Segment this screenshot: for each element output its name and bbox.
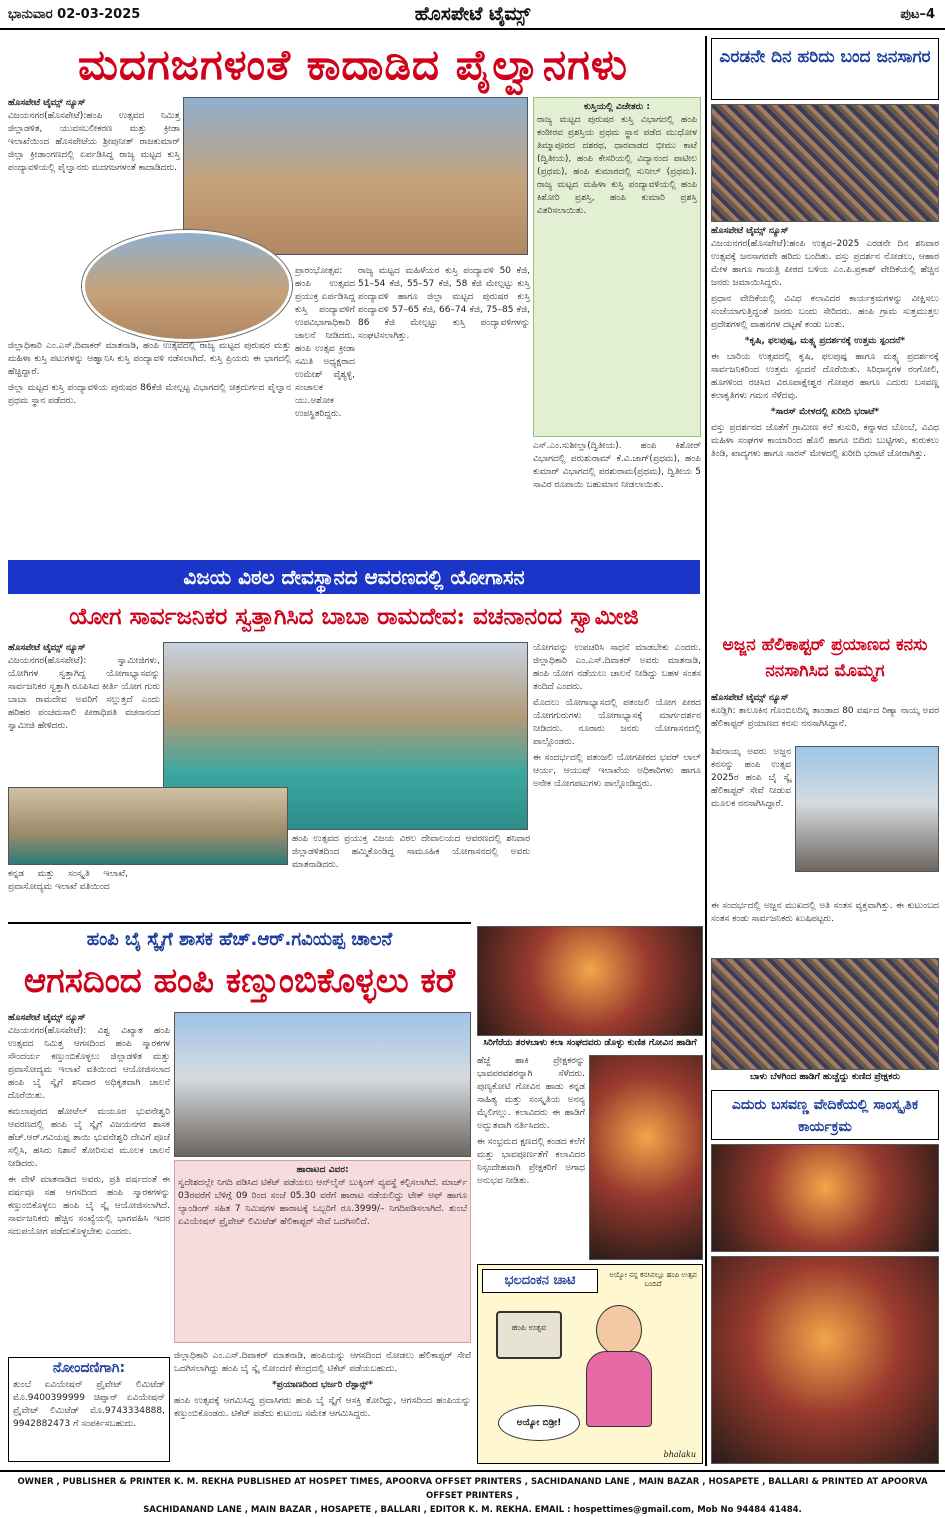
- paper-name: ಹೊಸಪೇಟೆ ಟೈಮ್ಸ್: [414, 3, 531, 25]
- cartoon-top-text: ಅಯ್ಯೋ ನನ್ನ ಕನಸಿನಲ್ಲೂ ಹಂಪಿ ಉತ್ಸವ ಬಂದಿದೆ: [609, 1271, 697, 1288]
- hampi-sky-column-1: [8, 1012, 170, 1342]
- crowd-text-2: ಪ್ರಧಾನ ವೇದಿಕೆಯಲ್ಲಿ ವಿವಿಧ ಕಲಾವಿದರ ಕಾರ್ಯಕ್ರಮಗಳನ್ನು ವೀಕ್ಷಿಸಲು ಸಂಜೆಯಾಗುತ್ತಿದ್ದಂತೆ ಜನರು ಬಂದು ಸೇರಿದರು. ಹಂಪಿ ಗ್ರಾಮ ಸುತ್ತಮುತ್ತಲ ಪ್ರದೇಶಗಳಲ್ಲಿ ವಾಹನಗಳ ದಟ್ಟಣೆ ಕಂಡು ಬಂತು.: [711, 294, 939, 330]
- yoga-text-4: ಯೋಗವನ್ನು ಉಪಚರಿಸಿ ಸಾಧನೆ ಮಾಡಬೇಕು ಎಂದರು. ಜಿಲ್ಲಾಧಿಕಾರಿ ಎಂ.ಎಸ್.ದಿವಾಕರ್ ಅವರು ಮಾತನಾಡಿ, ಹಂಪಿ ಯೋಗ ನಡೆಯಲು ಚಾಲನೆ ನೀಡಿದ್ದು ಬಹಳ ಸಂತಸ ತಂದಿದೆ ಎಂದರು.: [533, 643, 701, 692]
- masthead: [0, 0, 945, 30]
- heli-story-text-3: ಈ ಸಂದರ್ಭದಲ್ಲಿ ಅಜ್ಜನ ಮುಖದಲ್ಲಿ ಅತಿ ಸಂತಸ ವ್ಯಕ್ತವಾಗಿತ್ತು. ಈ ಕುಟುಂಬದ ಸಂತಸ ಕಂಡು ಸಾರ್ವಜನಿಕರು ಖುಷಿಪಟ್ಟರು.: [711, 901, 939, 924]
- heli-story-text-c: [711, 900, 939, 952]
- basavanna-dance-photo-2: [711, 1256, 939, 1464]
- registration-box: [8, 1357, 170, 1462]
- yoga-photo-dignitaries: [8, 787, 288, 865]
- cartoon-title: ಭಲದಂಕನ ಚಾಟಿ: [482, 1269, 598, 1293]
- wrestling-byline: ಹೊಸಪೇಟೆ ಟೈಮ್ಸ್ ನ್ಯೂಸ್: [8, 98, 86, 108]
- wrestling-column-1b: [8, 340, 291, 552]
- footer-line-1: OWNER , PUBLISHER & PRINTER K. M. REKHA PUBLISHED AT HOSPET TIMES, APOORVA OFFSET PRINTERS , SACHIDANAND LANE , MAIN BAZAR , HOSAPETE , BALLARI & PRINTED AT APOORVA OFFSET PRINTERS ,: [17, 1477, 928, 1501]
- wrestling-photo-inset: [82, 230, 292, 342]
- crowd-subhead-2: *ಸಾರಸ್ ಮೇಳದಲ್ಲಿ ಖರೀದಿ ಭರಾಟೆ*: [770, 407, 880, 417]
- dance-performers-photo: [589, 1055, 703, 1260]
- yoga-text-1: ವಿಜಯನಗರ(ಹೊಸಪೇಟೆ): ಸ್ವಾಮೀಜಿಗಳು, ಯೋಗಿಗಳ ಸ್ವತ್ತಾಗಿದ್ದ ಯೋಗಾಭ್ಯಾಸವನ್ನು ಸಾರ್ವಜನಿಕರ ಸ್ವತ್ತಾಗಿ ರೂಪಿಸಿದ ಕೀರ್ತಿ ಯೋಗ ಗುರು ಬಾಬಾ ರಾಮದೇವ ಅವರಿಗೆ ಸಲ್ಲುತ್ತದೆ ಎಂದು ಹರಿಹರ ಪಂಚಮಸಾಲಿ ಪೀಠಾಧಿಪತಿ ವಚನಾನಂದ ಸ್ವಾಮೀಜಿ ಹೇಳಿದರು.: [8, 656, 160, 731]
- audience-caption: ಬಾಳು ಬೆಳಗಿಂದ ಹಾಡಿಗೆ ಹುಚ್ಚೆದ್ದು ಕುಣಿದ ಪ್ರೇಕ್ಷಕರು: [711, 1072, 939, 1086]
- hampi-sky-details-box: [174, 1160, 471, 1343]
- cartoon-figure-icon: [578, 1305, 658, 1425]
- cartoon-box: [477, 1264, 703, 1464]
- crowd-subhead-1: *ಕೃಷಿ, ಫಲಪುಷ್ಪ, ಮತ್ಸ್ಯ ಪ್ರದರ್ಶನಕ್ಕೆ ಉತ್ತಮ ಸ್ಪಂದನೆ*: [744, 336, 906, 346]
- yoga-headline: ಯೋಗ ಸಾರ್ವಜನಿಕರ ಸ್ವತ್ತಾಗಿಸಿದ ಬಾಬಾ ರಾಮದೇವ: ವಚನಾನಂದ ಸ್ವಾಮೀಜಿ: [69, 603, 639, 630]
- yoga-caption-block: [8, 868, 128, 918]
- wrestling-column-3: [358, 265, 530, 553]
- dollu-kunitha-photo: [477, 926, 703, 1036]
- issue-date: ಭಾನುವಾರ 02-03-2025: [8, 7, 141, 22]
- yoga-caption: ಕನ್ನಡ ಮತ್ತು ಸಂಸ್ಕೃತಿ ಇಲಾಖೆ, ಪ್ರವಾಸೋದ್ಯಮ ಇಲಾಖೆ ವತಿಯಿಂದ: [8, 869, 128, 892]
- yoga-text-3: ಮೊದಲು ಯೋಗಾಭ್ಯಾಸದಲ್ಲಿ ಪತಂಜಲಿ ಯೋಗ ಪೀಠದ ಯೋಗಗುರುಗಳು ಯೋಗಾಭ್ಯಾಸಕ್ಕೆ ಮಾರ್ಗದರ್ಶನ ನೀಡಿದರು. ನೂರಾರು ಜನರು ಯೋಗಾಸನದಲ್ಲಿ ಪಾಲ್ಗೊಂಡರು.: [533, 698, 701, 747]
- wrestling-text-5: ಜಿಲ್ಲಾ ಮಟ್ಟದ ಕುಸ್ತಿ ಪಂದ್ಯಾವಳಿಯ ಪುರುಷರ 86ಕೆಜಿ ಮೇಲ್ಪಟ್ಟ ವಿಭಾಗದಲ್ಲಿ ಚಿತ್ರದುರ್ಗದ ಪೈಲ್ವಾನ ಪ್ರಥಮ ಸ್ಥಾನ ಪಡೆದರು.: [8, 383, 291, 406]
- audience-photo: [711, 958, 939, 1070]
- cultural-text-1: ಹೆಜ್ಜೆ ಹಾಕಿ ಪ್ರೇಕ್ಷಕರನ್ನು ಭಾವಪರವಶರನ್ನಾಗಿ ಸೆಳೆದರು. ಪುಣ್ಯಕೋಟಿ ಗೋವಿನ ಹಾಡು ಕನ್ನಡ ಸಾಹಿತ್ಯ ಮತ್ತು ಸಂಸ್ಕೃತಿಯ ಅನನ್ಯ ಮೈಲಿಗಲ್ಲು. ಕಲಾವಿದರು ಈ ಹಾಡಿಗೆ ಅದ್ಭುತವಾಗಿ ನರ್ತಿಸಿದರು.: [477, 1056, 585, 1131]
- yoga-banner: ವಿಜಯ ವಿಠಲ ದೇವಸ್ಥಾನದ ಆವರಣದಲ್ಲಿ ಯೋಗಾಸನ: [8, 560, 700, 594]
- heli-story-text-1: ಕೂಡ್ಲಿಗಿ: ತಾಲೂಕಿನ ಗೊಂಬಿಲದಿನ್ನಿ ತಾಂಡಾದ 80 ವರ್ಷದ ರಿಣ್ಯಾ ನಾಯ್ಕ ಅವರ ಹೆಲಿಕಾಪ್ಟರ್ ಪ್ರಯಾಣದ ಕನಸು ನನಸಾಗಿಸಿದ್ದಾನೆ.: [711, 706, 939, 729]
- wrestling-results-text: ರಾಜ್ಯ ಮಟ್ಟದ ಪುರುಷರ ಕುಸ್ತಿ ವಿಭಾಗದಲ್ಲಿ ಹಂಪಿ ಕಂಠೀರವ ಪ್ರಶಸ್ತಿಯ ಪ್ರಥಮ ಸ್ಥಾನ ಪಡೆದ ಮುಧೋಳ ತಿಮ್ಮಾಪೂರದ ದಶರಥ, ಧಾರವಾಡದ ಭೀಮು ಕಾಟೆ (ದ್ವಿತೀಯ), ಹಂಪಿ ಕೇಸರಿಯಲ್ಲಿ ವಿದ್ಯಾನಂದ ಪಾಟೀಲ (ಪ್ರಥಮ), ಹಂಪಿ ಕುಮಾರದಲ್ಲಿ ಸುನೀಲ್ (ಪ್ರಥಮ). ರಾಜ್ಯ ಮಟ್ಟದ ಮಹಿಳಾ ಕುಸ್ತಿ ಪಂದ್ಯಾವಳಿಯಲ್ಲಿ ಹಂಪಿ ಕಿಶೋರಿ ಪ್ರಶಸ್ತಿ, ಹಂಪಿ ಕುಮಾರಿ ಪ್ರಶಸ್ತಿ ವಿತರಿಸಲಾಯಿತು.: [537, 115, 697, 216]
- cartoon-speech-bubble: [498, 1405, 580, 1441]
- hampi-sky-kicker: ಹಂಪಿ ಬೈ ಸ್ಕೈಗೆ ಶಾಸಕ ಹೆಚ್.ಆರ್.ಗವಿಯಪ್ಪ ಚಾಲನೆ: [86, 929, 393, 950]
- wrestling-results-text-2: ಎಸ್.ಎಂ.ಸುಶೀಲ್ಲಾ(ದ್ವಿತೀಯ). ಹಂಪಿ ಕಿಶೋರ್ ವಿಭಾಗದಲ್ಲಿ ಪರುಶುರಾಮ್ ಕೆ.ವಿ.ಜಾಗ್(ಪ್ರಥಮ), ಹಂಪಿ ಕುಮಾರ್ ವಿಭಾಗದಲ್ಲಿ ಪರಶುರಾಮ(ಪ್ರಥಮ), ದ್ವಿತೀಯ 5 ಸಾವಿರ ರೂಪಾಯಿ ಬಹುಮಾನ ನೀಡಲಾಯಿತು.: [533, 441, 701, 490]
- basavanna-headline: ಎದುರು ಬಸವಣ್ಣ ವೇದಿಕೆಯಲ್ಲಿ ಸಾಂಸ್ಕೃತಿಕ ಕಾರ್ಯಕ್ರಮ: [731, 1097, 919, 1135]
- cartoon-tv-text: ಹಂಪಿ ಉತ್ಸವ: [511, 1323, 547, 1332]
- section-divider: [8, 922, 471, 924]
- hampi-sky-text-2: ಕಮಲಾಪುರದ ಹೋಟೆಲ್ ಮಯೂರ ಭುವನೇಶ್ವರಿ ಆವರಣದಲ್ಲಿ ಹಂಪಿ ಬೈ ಸ್ಕೈಗೆ ವಿಜಯನಗರ ಶಾಸಕ ಹೆಚ್.ಆರ್.ಗವಿಯಪ್ಪ ತಾಯಿ ಭುವನೇಶ್ವರಿ ದೇವಿಗೆ ಪೂಜೆ ಸಲ್ಲಿಸಿ, ಹಸಿರು ನಿಶಾನೆ ತೋರಿಸುವ ಮೂಲಕ ಚಾಲನೆ ನೀಡಿದರು.: [8, 1107, 170, 1169]
- crowd-headline: ಎರಡನೇ ದಿನ ಹರಿದು ಬಂದ ಜನಸಾಗರ: [719, 47, 931, 67]
- column-divider: [705, 36, 707, 1466]
- hampi-sky-text-5: ಹಂಪಿ ಉತ್ಸವಕ್ಕೆ ಆಗಮಿಸಿದ್ದ ಪ್ರವಾಸಿಗರು ಹಂಪಿ ಬೈ ಸ್ಕೈಗೆ ಆಸಕ್ತಿ ತೋರಿದ್ದು, ಆಗಸದಿಂದ ಹಂಪಿಯನ್ನು ಕಣ್ತುಂಬಿಕೊಂಡರು. ಟಿಕೆಟ್ ಪಡೆದು ಕುಟುಂಬ ಸಮೇತ ಆಗಮಿಸಿದ್ದರು.: [174, 1396, 471, 1419]
- hampi-sky-photo: [174, 1012, 471, 1157]
- basavanna-headline-box: [711, 1090, 939, 1140]
- wrestling-results-continued: [533, 440, 701, 552]
- crowd-byline: ಹೊಸಪೇಟೆ ಟೈಮ್ಸ್ ನ್ಯೂಸ್: [711, 226, 789, 236]
- crowd-text-1: ವಿಜಯನಗರ(ಹೊಸಪೇಟೆ):ಹಂಪಿ ಉತ್ಸವ–2025 ಎರಡನೇ ದಿನ ಶನಿವಾರ ಉತ್ಸವಕ್ಕೆ ಜನಸಾಗರವೇ ಹರಿದು ಬಂದಿತು. ವಸ್ತು ಪ್ರದರ್ಶನ ನೋಡಲು, ಆಹಾರ ಮೇಳ ಹಾಗೂ ಗಾಯತ್ರಿ ಪೀಠದ ಬಳಿಯ ಎಂ.ಪಿ.ಪ್ರಕಾಶ್ ವೇದಿಕೆಯಲ್ಲಿ ಹೆಚ್ಚಿನ ಜನರು ಜಮಾಯಿಸಿದ್ದರು.: [711, 239, 939, 288]
- dollu-caption: ಸಿರಿಗೆರೆಯ ತರಳಬಾಳು ಕಲಾ ಸಂಘದವರು ಡೊಳ್ಳು ಕುಣಿತ ಗೋವಿನ ಹಾಡಿಗೆ: [477, 1038, 703, 1052]
- wrestling-text-3: ರಾಜ್ಯ ಮಟ್ಟದ ಮಹಿಳೆಯರ ಕುಸ್ತಿ ಪಂದ್ಯಾವಳಿ 50 ಕೆಜಿ, 51–54 ಕೆಜಿ, 55–57 ಕೆಜಿ, 58 ಕೆಜಿ ಮೇಲ್ಪಟ್ಟು ಕುಸ್ತಿ ಪಂದ್ಯಾವಳಿ ಹಾಗೂ ಜಿಲ್ಲಾ ಮಟ್ಟದ ಪುರುಷರ ಕುಸ್ತಿ ಪಂದ್ಯಾವಳಿ 57–65 ಕೆಜಿ, 66–74 ಕೆಜಿ, 75–85 ಕೆಜಿ, 86 ಕೆಜಿ ಮೇಲ್ಪಟ್ಟು ಕುಸ್ತಿ ಪಂದ್ಯಾವಳಿಗಳನ್ನು ಸಂಘಟಿಸಲಾಗಿತ್ತು.: [358, 266, 530, 341]
- yoga-byline: ಹೊಸಪೇಟೆ ಟೈಮ್ಸ್ ನ್ಯೂಸ್: [8, 643, 86, 653]
- page-number: ಪುಟ–4: [900, 7, 935, 22]
- hampi-sky-text-3: ಈ ವೇಳೆ ಮಾತನಾಡಿದ ಅವರು, ಪ್ರತಿ ವರ್ಷದಂತೆ ಈ ವರ್ಷವೂ ಸಹ ಆಗಸದಿಂದ ಹಂಪಿ ಸ್ಮಾರಕಗಳನ್ನು ಕಣ್ತುಂಬಿಕೊಳ್ಳಲು ಹಂಪಿ ಬೈ ಸ್ಕೈ ಆಯೋಜಿಸಲಾಗಿದೆ. ಸಾರ್ವಜನಿಕರು ಹೆಚ್ಚಿನ ಸಂಖ್ಯೆಯಲ್ಲಿ ಭಾಗವಹಿಸಿ ಇದರ ಸದುಪಯೋಗ ಪಡೆದುಕೊಳ್ಳಬೇಕು ಎಂದರು.: [8, 1175, 170, 1237]
- registration-text: ತುಂಬೆ ಏವಿಯೇಷನ್ ಪ್ರೈವೇಟ್ ಲಿಮಿಟೆಡ್ ಮೊ.9400399999 ಚಿಪ್ಸಾನ್ ಏವಿಯೇಷನ್ ಪ್ರೈವೇಟ್ ಲಿಮಿಟೆಡ್ ಮೊ.9743334888, 9942882473 ಗೆ ಸಂಪರ್ಕಿಸಬಹುದು.: [13, 1380, 165, 1429]
- wrestling-column-2: [295, 265, 355, 419]
- hampi-sky-details-title: ಹಾರಾಟದ ವಿವರ:: [296, 1165, 349, 1175]
- wrestling-results-box: [533, 97, 701, 437]
- yoga-text-5: ಈ ಸಂದರ್ಭದಲ್ಲಿ ಪತಂಜಲಿ ಯೋಗಪೀಠದ ಭವರ್ ಲಾಲ್ ಆರ್ಯ, ಆಯುಷ್ ಇಲಾಖೆಯ ಅಧಿಕಾರಿಗಳು ಹಾಗೂ ಅನೇಕ ಯೋಗಪಟುಗಳು ಪಾಲ್ಗೊಂಡಿದ್ದರು.: [533, 753, 701, 789]
- yoga-column-1: [8, 642, 160, 782]
- footer-imprint: [0, 1470, 945, 1515]
- wrestling-text-2: ಜಿಲ್ಲಾಧಿಕಾರಿ ಎಂ.ಎಸ್.ದಿವಾಕರ್ ಮಾತನಾಡಿ, ಹಂಪಿ ಉತ್ಸವದಲ್ಲಿ ರಾಜ್ಯ ಮಟ್ಟದ ಪುರುಷರ ಮತ್ತು ಮಹಿಳಾ ಕುಸ್ತಿ ಪಟುಗಳನ್ನು ಆಹ್ವಾನಿಸಿ ಕುಸ್ತಿ ಪಂದ್ಯಾವಳಿ ನಡೆಸಲಾಗಿದೆ. ಕುಸ್ತಿ ಪ್ರಿಯರು ಈ ಭಾಗದಲ್ಲಿ ಹೆಚ್ಚಿದ್ದಾರೆ.: [8, 341, 291, 377]
- hampi-sky-text-1: ವಿಜಯನಗರ(ಹೊಸಪೇಟೆ): ವಿಶ್ವ ವಿಖ್ಯಾತ ಹಂಪಿ ಉತ್ಸವದ ನಿಮಿತ್ತ ಆಗಸದಿಂದ ಹಂಪಿ ಸ್ಮಾರಕಗಳ ಸೌಂದರ್ಯ ಕಣ್ತುಂಬಿಕೊಳ್ಳಲು ಜಿಲ್ಲಾಡಳಿತ ಮತ್ತು ಪ್ರವಾಸೋದ್ಯಮ ಇಲಾಖೆ ವತಿಯಿಂದ ಆಯೋಜಿಸಲಾದ ಹಂಪಿ ಬೈ ಸ್ಕೈಗೆ ಶನಿವಾರ ಅಧಿಕೃತವಾಗಿ ಚಾಲನೆ ದೊರೆಯಿತು.: [8, 1026, 170, 1101]
- registration-title: ನೋಂದಣಿಗಾಗಿ:: [52, 1360, 126, 1376]
- hampi-sky-byline: ಹೊಸಪೇಟೆ ಟೈಮ್ಸ್ ನ್ಯೂಸ್: [8, 1013, 86, 1023]
- heli-story-byline: ಹೊಸಪೇಟೆ ಟೈಮ್ಸ್ ನ್ಯೂಸ್: [711, 693, 789, 703]
- wrestling-headline: ಮದಗಜಗಳಂತೆ ಕಾದಾಡಿದ ಪೈಲ್ವಾನಗಳು: [77, 40, 629, 89]
- crowd-text-block: [711, 225, 939, 625]
- wrestling-text-4: ಪ್ರಾರಂಭೋತ್ಸವ: ಹಂಪಿ ಉತ್ಸವದ ಪ್ರಯುಕ್ತ ಏರ್ಪಡಿಸಿದ್ದ ಕುಸ್ತಿ ಪಂದ್ಯಾವಳಿಗೆ ಉಪವಿಭಾಗಾಧಿಕಾರಿ ಚಾಲನೆ ನೀಡಿದರು. ಹಂಪಿ ಉತ್ಸವ ಕ್ರೀಡಾ ಸಮಿತಿ ಅಧ್ಯಕ್ಷರಾದ ಉಮೇಶ್ ವೈಶ್ಯಳ್ಳಿ, ಸಂಚಾಲಕ ಯು.ಅಶೋಕ ಉಪಸ್ಥಿತರಿದ್ದರು.: [295, 266, 355, 419]
- crowd-headline-box: [711, 38, 939, 100]
- yoga-column-2: [292, 833, 530, 913]
- heli-story-text-a: [711, 692, 939, 744]
- tv-icon: [496, 1311, 562, 1359]
- crowd-text-4: ವಸ್ತು ಪ್ರದರ್ಶನದ ಜೊತೆಗೆ ಗ್ರಾಮೀಣ ಕಲೆ ಕುಸುರಿ, ಕನ್ನಾಳದ ಬೊಂಬೆ, ವಿವಿಧ ಮಹಿಳಾ ಸಂಘಗಳ ಕಾಯಾರಿಂದ ಹೊಲಿ ಹಾಗೂ ಬಿದಿರು ಬುಟ್ಟಿಗಳು, ಕುರುಕಲು ತಿಂಡಿ, ಖಾದ್ಯಗಳು ಹಾಗೂ ಸಾರಸ್ ಮೇಳದಲ್ಲಿ ಖರೀದಿ ಭರಾಟೆ ಜೋರಾಗಿತ್ತು.: [711, 423, 939, 459]
- crowd-photo: [711, 104, 939, 222]
- basavanna-dance-photo-1: [711, 1144, 939, 1252]
- hampi-sky-subhead: *ಪ್ರಯಾಣದಿಂದ ಭರ್ಜರಿ ರೆಸ್ಪಾನ್ಸ್*: [272, 1380, 373, 1390]
- wrestling-column-1: [8, 97, 180, 247]
- footer-line-2: SACHIDANAND LANE , MAIN BAZAR , HOSAPETE , BALLARI , EDITOR K. M. REKHA. EMAIL : hospettimes@gmail.com, Mob No 94484 41484.: [143, 1505, 802, 1515]
- heli-story-text-b: [711, 746, 791, 896]
- hampi-sky-column-2: [174, 1350, 471, 1462]
- yoga-column-3: [533, 642, 701, 920]
- cultural-text-2: ಈ ಸಂಭ್ರಮದ ಕ್ಷಣದಲ್ಲಿ ಕಂಡದ ಕಲೆಗೆ ಮತ್ತು ಭಾವಪೂರ್ಣತೆಗೆ ಕಲಾವಿದರ ನಿಸ್ಸಂದೇಹವಾಗಿ ಪ್ರೇಕ್ಷಕರಿಗೆ ಅಗಾಧ ಅನುಭವ ನೀಡಿತು.: [477, 1137, 585, 1186]
- wrestling-results-title: ಕುಸ್ತಿಯಲ್ಲಿ ವಿಜೇತರು :: [584, 102, 650, 112]
- heli-story-text-2: ಶಿವನಾಯ್ಕ ಅವರು ಅಜ್ಜನ ಕನಸನ್ನು ಹಂಪಿ ಉತ್ಸವ 2025ರ ಹಂಪಿ ಬೈ ಸ್ಕೈ ಹೆಲಿಕಾಪ್ಟರ್ ಸೇವೆ ನೀಡುವ ಮೂಲಕ ನನಸಾಗಿಸಿದ್ದಾರೆ.: [711, 747, 791, 809]
- hampi-sky-headline: ಆಗಸದಿಂದ ಹಂಪಿ ಕಣ್ತುಂಬಿಕೊಳ್ಳಲು ಕರೆ: [23, 961, 456, 1001]
- hampi-sky-text-4: ಜಿಲ್ಲಾಧಿಕಾರಿ ಎಂ.ಎಸ್.ದಿವಾಕರ್ ಮಾತನಾಡಿ, ಹಂಪಿಯನ್ನು ಆಗಸದಿಂದ ನೋಡಲು ಹೆಲಿಕಾಪ್ಟರ್ ಸೇವೆ ಒದಗಿಸಲಾಗಿದ್ದು ಹಂಪಿ ಬೈ ಸ್ಕೈ ನೋಂದಣಿ ಕೇಂದ್ರದಲ್ಲಿ ಟಿಕೆಟ್ ಪಡೆಯಬಹುದು.: [174, 1351, 471, 1374]
- wrestling-photo-main: [183, 97, 528, 255]
- hampi-sky-details-text: ಸ್ವದೇಶದಲ್ಲೇ ನಿಗದಿ ಪಡಿಸಿದ ಟಿಕೆಟ್ ಪಡೆಯಲು ಆನ್‌ಲೈನ್ ಬುಕ್ಕಿಂಗ್ ವ್ಯವಸ್ಥೆ ಕಲ್ಪಿಸಲಾಗಿದೆ. ಮಾರ್ಚ್ 03ರವರೆಗೆ ಬೆಳಿಗ್ಗೆ 09 ರಿಂದ ಸಂಜೆ 05.30 ವರೆಗೆ ಹಾರಾಟ ನಡೆಯಲಿದ್ದು ಟೇಕ್ ಆಫ್ ಹಾಗೂ ಲ್ಯಾಂಡಿಂಗ್ ಸಹಿತ 7 ನಿಮಿಷಗಳ ಹಾರಾಟಕ್ಕೆ ಒಬ್ಬರಿಗೆ ರೂ.3999/– ನಿಗದಿಪಡಿಸಲಾಗಿದೆ. ತುಂಬೆ ಏವಿಯೇಷನ್ ಪ್ರೈವೇಟ್ ಲಿಮಿಟೆಡ್ ಹೆಲಿಕಾಪ್ಟರ್ ಸೇವೆ ಒದಗಿಸಲಿದೆ.: [178, 1178, 467, 1227]
- heli-story-photo: [795, 746, 939, 872]
- wrestling-text-1: ವಿಜಯನಗರ(ಹೊಸಪೇಟೆ):ಹಂಪಿ ಉತ್ಸವದ ನಿಮಿತ್ತ ಜಿಲ್ಲಾಡಳಿತ, ಯುವಸಬಲೀಕರಣ ಮತ್ತು ಕ್ರೀಡಾ ಇಲಾಖೆಯಿಂದ ಹೊಸಪೇಟೆಯ ಶ್ರೀಪುನೀತ್ ರಾಜಕುಮಾರ್ ಜಿಲ್ಲಾ ಕ್ರೀಡಾಂಗಣದಲ್ಲಿ ಏರ್ಪಡಿಸಿದ್ದ ರಾಜ್ಯ ಮಟ್ಟದ ಕುಸ್ತಿ ಪಂದ್ಯಾವಳಿಯಲ್ಲಿ ಪೈಲ್ವಾನರು ಮದಗಜಗಳಂತೆ ಕಾದಾಡಿದರು.: [8, 111, 180, 173]
- cartoonist-signature: bhalaku: [663, 1450, 696, 1459]
- cultural-text-block: [477, 1055, 585, 1260]
- heli-story-headline: ಅಜ್ಜನ ಹೆಲಿಕಾಪ್ಟರ್ ಪ್ರಯಾಣದ ಕನಸು ನನಸಾಗಿಸಿದ ಮೊಮ್ಮಗ: [722, 635, 928, 681]
- yoga-text-2: ಹಂಪಿ ಉತ್ಸವದ ಪ್ರಯುಕ್ತ ವಿಜಯ ವಿಠಲ ದೇವಾಲಯದ ಆವರಣದಲ್ಲಿ ಶನಿವಾರ ಜಿಲ್ಲಾಡಳಿತದಿಂದ ಹಮ್ಮಿಕೊಂಡಿದ್ದ ಸಾಮೂಹಿಕ ಯೋಗಾಸನದಲ್ಲಿ ಅವರು ಮಾತನಾಡಿದರು.: [292, 834, 530, 870]
- crowd-text-3: ಈ ಬಾರಿಯ ಉತ್ಸವದಲ್ಲಿ ಕೃಷಿ, ಫಲಪುಷ್ಪ ಹಾಗೂ ಮತ್ಸ್ಯ ಪ್ರದರ್ಶನಕ್ಕೆ ಸಾರ್ವಜನಿಕರಿಂದ ಉತ್ತಮ ಸ್ಪಂದನೆ ದೊರೆಯಿತು. ಸಿರಿಧಾನ್ಯಗಳ ರಂಗೋಲಿ, ಹೂಗಳಿಂದ ರಚಿಸಿದ ವಿರೂಪಾಕ್ಷೇಶ್ವರ ಗೋಪುರ ಹಾಗೂ ಎದುರು ಬಸವಣ್ಣ ಕಲಾಕೃತಿಗಳು ಗಮನ ಸೆಳೆದವು.: [711, 352, 939, 401]
- cartoon-bubble-text: ಅಯ್ಯೋ ಬಿಡ್ರೀ!: [516, 1418, 562, 1428]
